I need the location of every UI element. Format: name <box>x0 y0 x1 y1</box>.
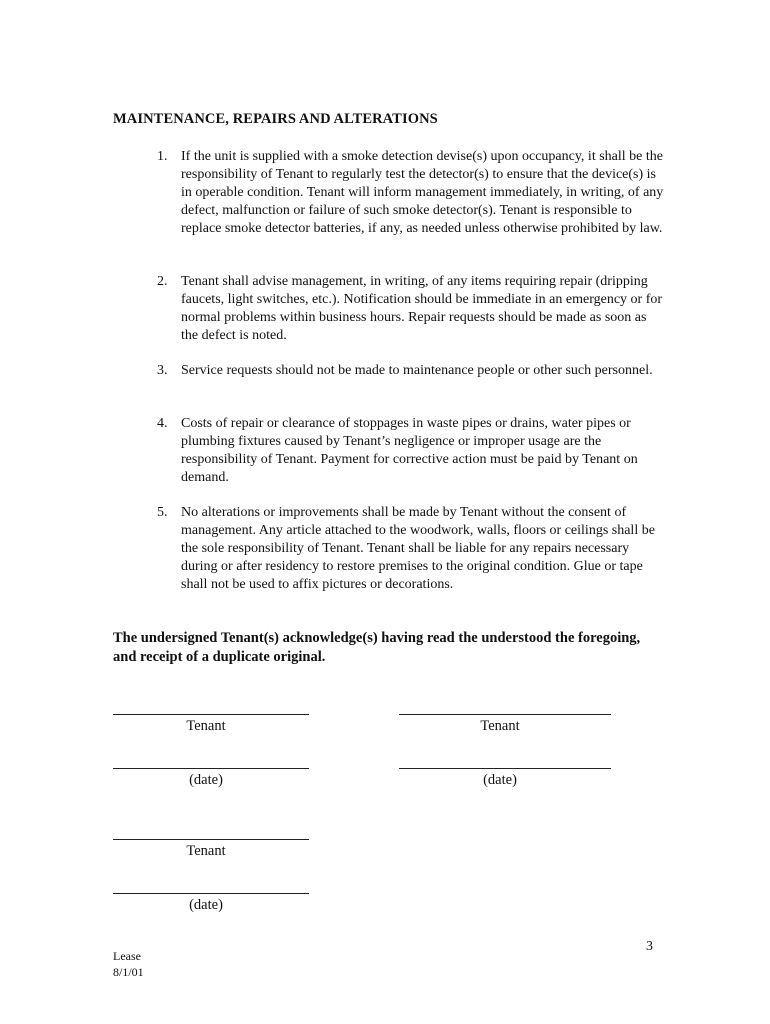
tenant-2-label: Tenant <box>480 718 520 734</box>
list-item <box>157 362 667 380</box>
tenant-1-label: Tenant <box>186 718 226 734</box>
tenant-2-date-label: (date) <box>483 772 517 788</box>
tenant-1-date-label: (date) <box>189 772 223 788</box>
list-item <box>157 415 667 487</box>
tenant-3-date-line[interactable] <box>113 893 309 894</box>
footer-document-name: Lease <box>113 949 141 963</box>
list-item-text: Costs of repair or clearance of stoppages in waste pipes or drains, water pipes or plumbing fixtures caused by Tenant’s negligence or improper usage are the responsibility of Tenant. Payment for corrective action must be paid by Tenant on demand. <box>181 416 638 485</box>
list-item-number: 3. <box>157 363 168 378</box>
list-item <box>157 148 667 238</box>
tenant-3-date-label: (date) <box>189 897 223 913</box>
footer <box>113 949 144 980</box>
tenant-2-date-line[interactable] <box>399 768 611 769</box>
list-item-number: 5. <box>157 505 168 520</box>
list-item-text: No alterations or improvements shall be made by Tenant without the consent of management. Any article attached to the woodwork, walls, floors or ceilings shall be the sole responsibility of Tenant. Tenant shall be liable for any repairs necessary during or after residency to restore premises to the original condition. Glue or tape shall not be used to affix pictures or decorations. <box>181 505 655 592</box>
tenant-3-signature-line[interactable] <box>113 839 309 840</box>
list-item-text: Tenant shall advise management, in writing, of any items requiring repair (dripping faucets, light switches, etc.). Notification should be immediate in an emergency or for normal problems within business hours. Repair requests should be made as soon as the defect is noted. <box>181 274 663 343</box>
list-item <box>157 504 667 594</box>
section-heading: MAINTENANCE, REPAIRS AND ALTERATIONS <box>113 111 438 127</box>
footer-date: 8/1/01 <box>113 964 144 979</box>
tenant-2-signature-line[interactable] <box>399 714 611 715</box>
tenant-3-label: Tenant <box>186 843 226 859</box>
acknowledgement-statement: The undersigned Tenant(s) acknowledge(s) having read the understood the foregoing, and receipt of a duplicate original. <box>113 630 641 665</box>
page-number: 3 <box>646 939 653 954</box>
tenant-1-signature-line[interactable] <box>113 714 309 715</box>
list-item-text: If the unit is supplied with a smoke detection devise(s) upon occupancy, it shall be the responsibility of Tenant to regularly test the detector(s) to ensure that the device(s) is in operable condition. Tenant will inform management immediately, in writing, of any defect, malfunction or failure of such smoke detector(s). Tenant is responsible to replace smoke detector batteries, if any, as needed unless otherwise prohibited by law. <box>181 149 664 236</box>
list-item-number: 2. <box>157 274 168 289</box>
tenant-1-date-line[interactable] <box>113 768 309 769</box>
list-item <box>157 273 667 345</box>
list-item-text: Service requests should not be made to maintenance people or other such personnel. <box>181 363 653 378</box>
list-item-number: 4. <box>157 416 168 431</box>
list-item-number: 1. <box>157 149 168 164</box>
